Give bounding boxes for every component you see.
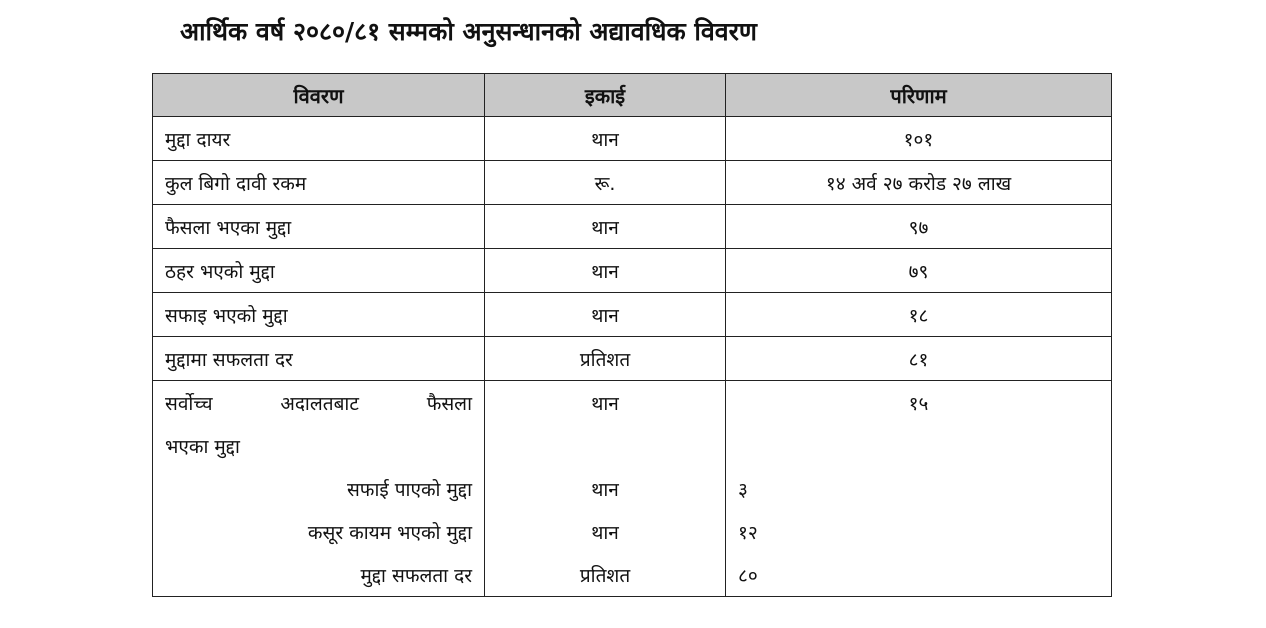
table-row (153, 117, 1112, 161)
table-row-supreme-court-cont (153, 424, 1112, 467)
table-subrow (153, 467, 1112, 510)
subrow-description: मुद्दा सफलता दर (153, 553, 485, 597)
table-header-row (153, 74, 1112, 117)
subrow-unit: थान (485, 467, 726, 510)
supreme-desc-word: सर्वोच्च (165, 392, 213, 415)
supreme-desc-word: फैसला (426, 392, 472, 415)
row-amount: १४ अर्व २७ करोड २७ लाख (726, 161, 1112, 205)
subrow-description: कसूर कायम भएको मुद्दा (153, 510, 485, 553)
row-unit: रू. (485, 161, 726, 205)
table-row (153, 337, 1112, 381)
table-subrow (153, 553, 1112, 597)
column-header-unit: इकाई (485, 74, 726, 117)
row-unit: थान (485, 205, 726, 249)
empty-cell (726, 424, 1112, 467)
row-amount: १८ (726, 293, 1112, 337)
row-description: फैसला भएका मुद्दा (153, 205, 485, 249)
column-header-amount: परिणाम (726, 74, 1112, 117)
row-description: मुद्दा दायर (153, 117, 485, 161)
subrow-amount: ८० (726, 553, 1112, 597)
row-amount: ८१ (726, 337, 1112, 381)
table-subrow (153, 510, 1112, 553)
subrow-amount: १२ (726, 510, 1112, 553)
row-description: कुल बिगो दावी रकम (153, 161, 485, 205)
subrow-unit: थान (485, 510, 726, 553)
row-description: ठहर भएको मुद्दा (153, 249, 485, 293)
row-description: मुद्दामा सफलता दर (153, 337, 485, 381)
table-row-supreme-court (153, 381, 1112, 425)
row-unit: थान (485, 117, 726, 161)
table-row (153, 249, 1112, 293)
table-row (153, 205, 1112, 249)
supreme-amount: १५ (726, 381, 1112, 425)
empty-cell (485, 424, 726, 467)
supreme-description-line1 (153, 381, 485, 425)
supreme-desc-word: अदालतबाट (280, 392, 359, 415)
row-unit: थान (485, 293, 726, 337)
row-unit: थान (485, 249, 726, 293)
supreme-unit: थान (485, 381, 726, 425)
page-title: आर्थिक वर्ष २०८०/८१ सम्मको अनुसन्धानको अद्यावधिक विवरण (180, 17, 757, 46)
row-amount: ७९ (726, 249, 1112, 293)
row-amount: १०१ (726, 117, 1112, 161)
column-header-description: विवरण (153, 74, 485, 117)
row-description: सफाइ भएको मुद्दा (153, 293, 485, 337)
supreme-description-line2: भएका मुद्दा (153, 424, 485, 467)
subrow-description: सफाई पाएको मुद्दा (153, 467, 485, 510)
subrow-unit: प्रतिशत (485, 553, 726, 597)
row-unit: प्रतिशत (485, 337, 726, 381)
subrow-amount: ३ (726, 467, 1112, 510)
row-amount: ९७ (726, 205, 1112, 249)
research-summary-table (152, 73, 1112, 597)
table-row (153, 293, 1112, 337)
table-row (153, 161, 1112, 205)
